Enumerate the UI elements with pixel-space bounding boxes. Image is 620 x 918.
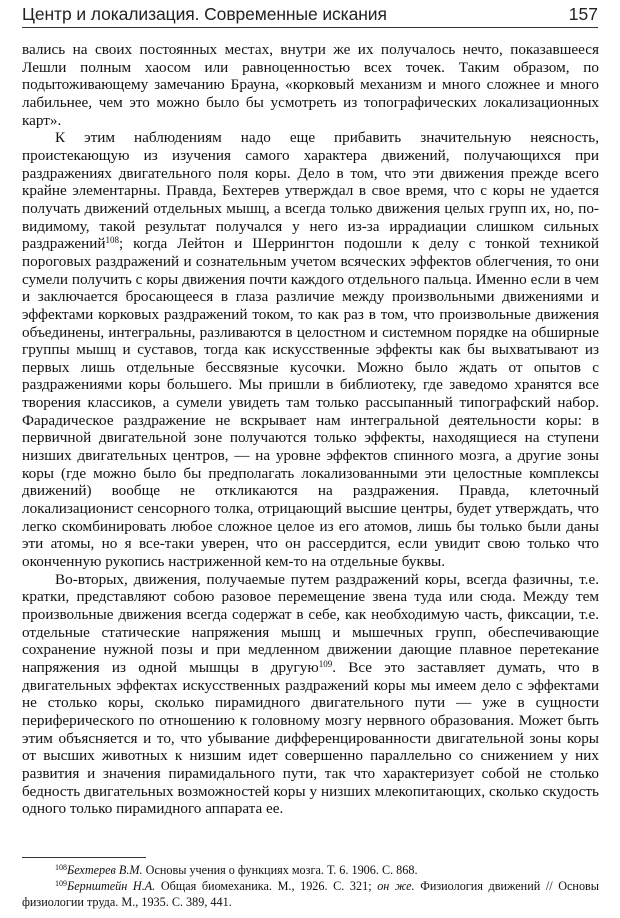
footnote-author: Бехтерев В.М. — [67, 863, 143, 877]
paragraph-3-part-a: Во-вторых, движения, получаемые путем раздражений коры, всегда фазичны, т.е. кратки, представляют собою разовое перемещение звена туда или сюда. Между тем произвольные движения всегда содержат в себе, как необходимую часть, фиксации, т.е. отдельные статические напряжения мышц и мышечных групп, обеспечивающие сохранение нужной позы и при медленном движении дающие плавное перетекание напряжения из одной мышцы в другую — [22, 570, 599, 676]
footnote-author: Бернштейн Н.А. — [67, 879, 156, 893]
footnote-ref-109[interactable]: 109 — [318, 658, 333, 669]
paragraph-2-part-a: К этим наблюдениям надо еще прибавить значительную неясность, проистекающую из изучения самого характера движений, получающихся при раздражениях двигательного поля коры. Дело в том, что эти движения прежде всего крайне элементарны. Правда, Бехтерев утверждал в свое время, что с коры не удается получать движений отдельных мышц, а всегда только движения целых групп их, но, по-видимому, такой результат получался у него из-за иррадиации слишком сильных раздражений — [22, 129, 599, 253]
paragraph-2 — [22, 129, 599, 570]
footnote-number: 109 — [55, 879, 67, 888]
paragraph-3 — [22, 571, 599, 818]
running-header — [22, 3, 598, 28]
running-title: Центр и локализация. Современные искания — [22, 4, 387, 24]
paragraph-3-part-b: . Все это заставляет думать, что в двигательных эффектах искусственных раздражений коры мы имеем дело с эффектами не столько коры, сколько пирамидного двигательного пути — уже в сущности периферического по отношению к головному мозгу нервного образования. Может быть этим объясняется и то, что убывание дифференцированности двигательной зоны коры от высших животных к низшим идет совершенно параллельно со снижением у них развития и значения пирамидального пути, так что характеризует собой не столько бедность двигательных возможностей коры у низших млекопитающих, сколько скудость одного только пирамидного аппарата ее. — [22, 658, 599, 818]
footnote-text: Общая биомеханика. М., 1926. С. 321; — [155, 879, 378, 893]
paragraph-1: вались на своих постоянных местах, внутри же их получалось нечто, показавшееся Лешли полным хаосом или равноценностью всех точек. Таким образом, по подытоживающему замечанию Брауна, «корковый механизм и много сложнее и много лабильнее, чем это можно было бы усмотреть из топографических локализационных карт». — [22, 41, 599, 129]
footnote-108 — [22, 862, 599, 878]
footnote-ref-108[interactable]: 108 — [105, 235, 120, 246]
footnote-divider — [22, 857, 146, 858]
footnote-number: 108 — [55, 863, 67, 872]
footnote-ibid: он же. — [377, 879, 415, 893]
body-text — [22, 41, 599, 818]
footnote-text: Основы учения о функциях мозга. Т. 6. 1906. С. 868. — [142, 863, 418, 877]
footnote-109 — [22, 878, 599, 910]
footnotes — [22, 862, 599, 910]
footnote-text-continued: Физиология движений // Основы физиологии труда. М., 1935. С. 389, 441. — [22, 879, 599, 909]
paragraph-2-part-b: ; когда Лейтон и Шеррингтон подошли к делу с тонкой техникой пороговых раздражений и сознательным учетом всяческих эффектов облегчения, то они сумели получить с коры движения почти каждого отдельного пальца. Именно если в чем и заключается бросающееся в глаза различие между произвольными движениями и эффектами корковых раздражений током, то как раз в том, что произвольные движения объединены, интегральны, разливаются в целостном и системном порядке на обширные группы мышц и суставов, тогда как искусственные эффекты как бы выхватывают из первых лишь отдельные бессвязные кусочки. Можно было ждать от опытов с раздражениями коры большего. Мы пришли в библиотеку, где заведомо хранятся все творения классиков, а сумели увидеть там только рассыпанный типографский набор. Фарадическое раздражение не вскрывает нам интегральной деятельности коры: в первичной двигательной зоне получаются только эффекты, находящиеся на ступени низших двигательных центров, — на уровне эффектов спинного мозга, а другие зоны коры (где можно было бы предполагать локализованными эти целостные комплексы движений) вообще не откликаются на раздражения. Правда, клеточный локализационист сенсорного толка, отрицающий высшие центры, будет утверждать, что легко скомбинировать любое сложное целое из его атомов, лишь бы только были даны эти атомы, но я все-таки уверен, что он рассердится, если увидит свою только что оконченную рукопись настриженной кем-то на отдельные буквы. — [22, 235, 599, 571]
page-number: 157 — [568, 4, 598, 24]
